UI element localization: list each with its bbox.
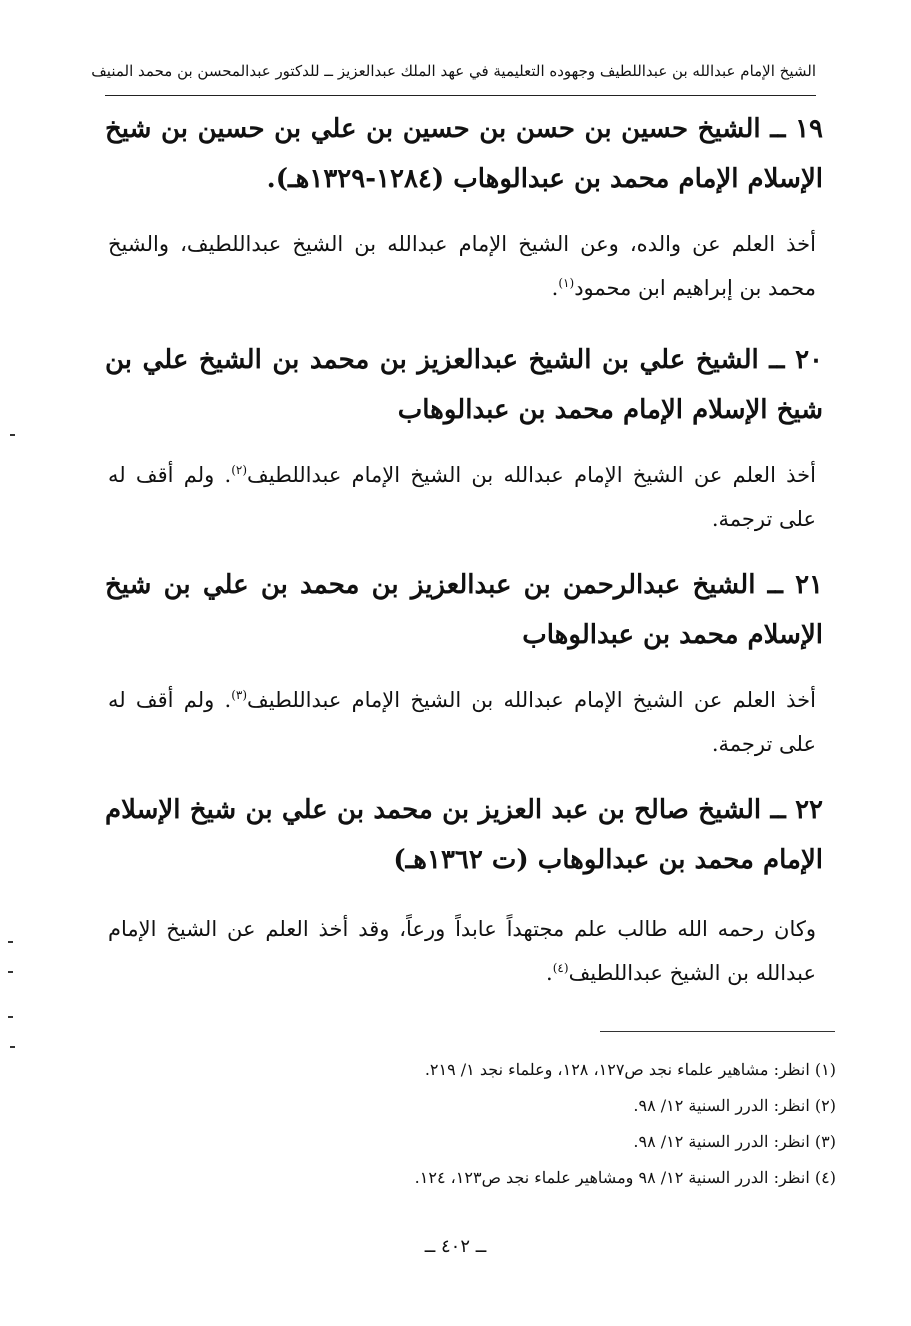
entry-body-text: وكان رحمه الله طالب علم مجتهداً عابداً ورعاً، وقد أخذ العلم عن الشيخ الإمام عبدالله بن الشيخ عبداللطيف (108, 917, 816, 985)
entry-body-tail: . (551, 276, 559, 300)
entry-body-20 (108, 453, 816, 541)
entry-body-text: أخذ العلم عن الشيخ الإمام عبدالله بن الشيخ الإمام عبداللطيف (247, 688, 816, 712)
margin-speck (8, 971, 13, 973)
footnote-ref: (٤) (552, 961, 569, 975)
entry-heading-21: ٢١ ــ الشيخ عبدالرحمن بن عبدالعزيز بن محمد بن علي بن شيخ الإسلام محمد بن عبدالوهاب (105, 570, 823, 650)
page-number: ــ ٤٠٢ ــ (424, 1236, 487, 1257)
footnote-ref: (٣) (231, 688, 248, 702)
margin-speck (8, 941, 13, 943)
footnote-4: (٤) انظر: الدرر السنية ١٢/ ٩٨ ومشاهير علماء نجد ص١٢٣، ١٢٤. (414, 1168, 836, 1187)
entry-body-19 (108, 222, 816, 310)
running-header: الشيخ الإمام عبدالله بن عبداللطيف وجهوده التعليمية في عهد الملك عبدالعزيز ــ للدكتور عبدالمحسن بن محمد المنيف (91, 62, 816, 80)
footnote-3: (٣) انظر: الدرر السنية ١٢/ ٩٨. (633, 1132, 836, 1151)
margin-speck (8, 1016, 13, 1018)
entry-heading-22: ٢٢ ــ الشيخ صالح بن عبد العزيز بن محمد بن علي بن شيخ الإسلام الإمام محمد بن عبدالوهاب (ت ١٣٦٢هـ) (105, 795, 823, 875)
footnote-divider (600, 1031, 835, 1032)
header-divider (105, 95, 816, 96)
entry-body-tail: . ولم أقف له على ترجمة. (108, 688, 816, 756)
entry-body-text: أخذ العلم عن والده، وعن الشيخ الإمام عبدالله بن الشيخ عبداللطيف، والشيخ محمد بن إبراهيم ابن محمود (108, 232, 816, 300)
footnote-2: (٢) انظر: الدرر السنية ١٢/ ٩٨. (633, 1096, 836, 1115)
entry-body-text: أخذ العلم عن الشيخ الإمام عبدالله بن الشيخ الإمام عبداللطيف (247, 463, 816, 487)
footnote-ref: (٢) (231, 463, 248, 477)
footnote-1: (١) انظر: مشاهير علماء نجد ص١٢٧، ١٢٨، وعلماء نجد ١/ ٢١٩. (424, 1060, 836, 1079)
entry-body-21 (108, 678, 816, 766)
entry-body-tail: . ولم أقف له على ترجمة. (108, 463, 816, 531)
margin-speck (10, 1046, 15, 1048)
entry-heading-19: ١٩ ــ الشيخ حسين بن حسن بن حسين بن علي بن حسين بن شيخ الإسلام الإمام محمد بن عبدالوهاب (١٢٨٤-١٣٢٩هـ). (105, 114, 823, 194)
entry-heading-20: ٢٠ ــ الشيخ علي بن الشيخ عبدالعزيز بن محمد بن الشيخ علي بن شيخ الإسلام الإمام محمد بن عبدالوهاب (105, 345, 823, 425)
entry-body-tail: . (546, 961, 553, 985)
footnotes-section (105, 1052, 836, 1196)
margin-speck (10, 434, 15, 436)
entry-body-22 (108, 907, 816, 995)
footnote-ref: (١) (558, 276, 575, 290)
